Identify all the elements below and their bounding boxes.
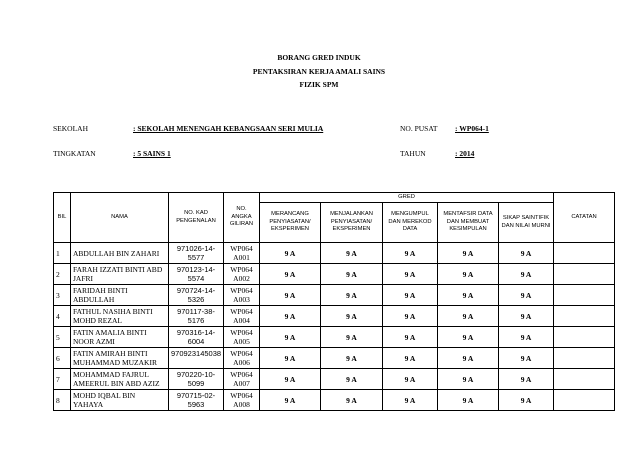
row-grade-sikap: 9 A — [499, 264, 554, 285]
row-catatan — [554, 306, 615, 327]
row-grade-mentafsir: 9 A — [438, 327, 499, 348]
table-row — [54, 264, 615, 285]
row-grade-merancang: 9 A — [260, 348, 321, 369]
row-angka: WP064 A005 — [224, 327, 260, 348]
sekolah-label: SEKOLAH — [53, 124, 88, 133]
row-grade-menjalankan: 9 A — [321, 369, 383, 390]
row-grade-sikap: 9 A — [499, 390, 554, 411]
row-kad: 970923145038 — [169, 348, 224, 369]
row-grade-menjalankan: 9 A — [321, 390, 383, 411]
row-nama: FARIDAH BINTI ABDULLAH — [71, 285, 169, 306]
row-grade-sikap: 9 A — [499, 243, 554, 264]
row-bil: 5 — [54, 327, 71, 348]
row-angka: WP064 A007 — [224, 369, 260, 390]
row-grade-sikap: 9 A — [499, 348, 554, 369]
row-nama: FATHUL NASIHA BINTI MOHD REZAL — [71, 306, 169, 327]
row-catatan — [554, 348, 615, 369]
tahun-label: TAHUN — [400, 149, 426, 158]
pusat-value: : WP064-1 — [455, 124, 489, 133]
row-kad: 970715-02-5963 — [169, 390, 224, 411]
grade-table — [53, 192, 615, 411]
row-bil: 2 — [54, 264, 71, 285]
row-grade-merancang: 9 A — [260, 264, 321, 285]
row-kad: 970117-38-5176 — [169, 306, 224, 327]
row-angka: WP064 A003 — [224, 285, 260, 306]
form-subject: FIZIK SPM — [299, 80, 339, 89]
header-kad: NO. KAD PENGENALAN — [169, 193, 224, 243]
row-grade-menjalankan: 9 A — [321, 285, 383, 306]
row-grade-mengumpul: 9 A — [383, 243, 438, 264]
sekolah-value: : SEKOLAH MENENGAH KEBANGSAAN SERI MULIA — [133, 124, 324, 133]
header-angka: NO. ANGKA GILIRAN — [224, 193, 260, 243]
row-grade-mengumpul: 9 A — [383, 327, 438, 348]
row-bil: 6 — [54, 348, 71, 369]
row-grade-mentafsir: 9 A — [438, 306, 499, 327]
table-row — [54, 243, 615, 264]
row-nama: MOHD IQBAL BIN YAHAYA — [71, 390, 169, 411]
row-grade-merancang: 9 A — [260, 306, 321, 327]
row-grade-mengumpul: 9 A — [383, 390, 438, 411]
header-menjalankan: MENJALANKAN PENYIASATAN/ EKSPERIMEN — [321, 203, 383, 243]
header-nama: NAMA — [71, 193, 169, 243]
row-bil: 4 — [54, 306, 71, 327]
row-grade-mentafsir: 9 A — [438, 243, 499, 264]
row-grade-mengumpul: 9 A — [383, 306, 438, 327]
table-row — [54, 306, 615, 327]
header-mengumpul: MENGUMPUL DAN MEREKOD DATA — [383, 203, 438, 243]
row-catatan — [554, 390, 615, 411]
row-grade-menjalankan: 9 A — [321, 327, 383, 348]
row-catatan — [554, 264, 615, 285]
row-catatan — [554, 243, 615, 264]
row-grade-sikap: 9 A — [499, 285, 554, 306]
row-grade-menjalankan: 9 A — [321, 243, 383, 264]
header-catatan: CATATAN — [554, 193, 615, 243]
row-nama: FATIN AMIRAH BINTI MUHAMMAD MUZAKIR — [71, 348, 169, 369]
row-bil: 8 — [54, 390, 71, 411]
row-grade-merancang: 9 A — [260, 369, 321, 390]
row-grade-menjalankan: 9 A — [321, 306, 383, 327]
row-grade-mentafsir: 9 A — [438, 264, 499, 285]
row-bil: 1 — [54, 243, 71, 264]
header-gred: GRED — [260, 193, 554, 203]
tingkatan-label: TINGKATAN — [53, 149, 96, 158]
row-angka: WP064 A008 — [224, 390, 260, 411]
row-grade-mengumpul: 9 A — [383, 285, 438, 306]
form-title: BORANG GRED INDUK — [277, 53, 361, 62]
header-sikap: SIKAP SAINTIFIK DAN NILAI MURNI — [499, 203, 554, 243]
row-grade-mengumpul: 9 A — [383, 264, 438, 285]
row-kad: 970724-14-5326 — [169, 285, 224, 306]
table-row — [54, 390, 615, 411]
header-merancang: MERANCANG PENYIASATAN/ EKSPERIMEN — [260, 203, 321, 243]
row-kad: 970220-10-5099 — [169, 369, 224, 390]
row-grade-menjalankan: 9 A — [321, 264, 383, 285]
row-grade-merancang: 9 A — [260, 327, 321, 348]
row-grade-sikap: 9 A — [499, 327, 554, 348]
tahun-value: : 2014 — [455, 149, 475, 158]
row-catatan — [554, 327, 615, 348]
table-row — [54, 369, 615, 390]
row-grade-mengumpul: 9 A — [383, 369, 438, 390]
row-angka: WP064 A006 — [224, 348, 260, 369]
row-grade-mentafsir: 9 A — [438, 348, 499, 369]
row-angka: WP064 A002 — [224, 264, 260, 285]
row-kad: 970316-14-6004 — [169, 327, 224, 348]
row-grade-mentafsir: 9 A — [438, 390, 499, 411]
tingkatan-value: : 5 SAINS 1 — [133, 149, 171, 158]
row-grade-sikap: 9 A — [499, 369, 554, 390]
table-row — [54, 285, 615, 306]
row-angka: WP064 A001 — [224, 243, 260, 264]
table-row — [54, 327, 615, 348]
row-grade-mentafsir: 9 A — [438, 285, 499, 306]
header-mentafsir: MENTAFSIR DATA DAN MEMBUAT KESIMPULAN — [438, 203, 499, 243]
header-bil: BIL — [54, 193, 71, 243]
row-bil: 7 — [54, 369, 71, 390]
row-grade-mentafsir: 9 A — [438, 369, 499, 390]
table-row — [54, 348, 615, 369]
row-grade-sikap: 9 A — [499, 306, 554, 327]
row-catatan — [554, 285, 615, 306]
form-subtitle: PENTAKSIRAN KERJA AMALI SAINS — [252, 67, 386, 76]
row-grade-mengumpul: 9 A — [383, 348, 438, 369]
pusat-label: NO. PUSAT — [400, 124, 438, 133]
row-nama: FATIN AMALIA BINTI NOOR AZMI — [71, 327, 169, 348]
row-kad: 970123-14-5574 — [169, 264, 224, 285]
row-angka: WP064 A004 — [224, 306, 260, 327]
row-kad: 971026-14-5577 — [169, 243, 224, 264]
row-nama: FARAH IZZATI BINTI ABD JAFRI — [71, 264, 169, 285]
row-grade-menjalankan: 9 A — [321, 348, 383, 369]
row-grade-merancang: 9 A — [260, 243, 321, 264]
row-bil: 3 — [54, 285, 71, 306]
row-nama: ABDULLAH BIN ZAHARI — [71, 243, 169, 264]
row-grade-merancang: 9 A — [260, 285, 321, 306]
row-grade-merancang: 9 A — [260, 390, 321, 411]
row-nama: MOHAMMAD FAJRUL AMEERUL BIN ABD AZIZ — [71, 369, 169, 390]
row-catatan — [554, 369, 615, 390]
